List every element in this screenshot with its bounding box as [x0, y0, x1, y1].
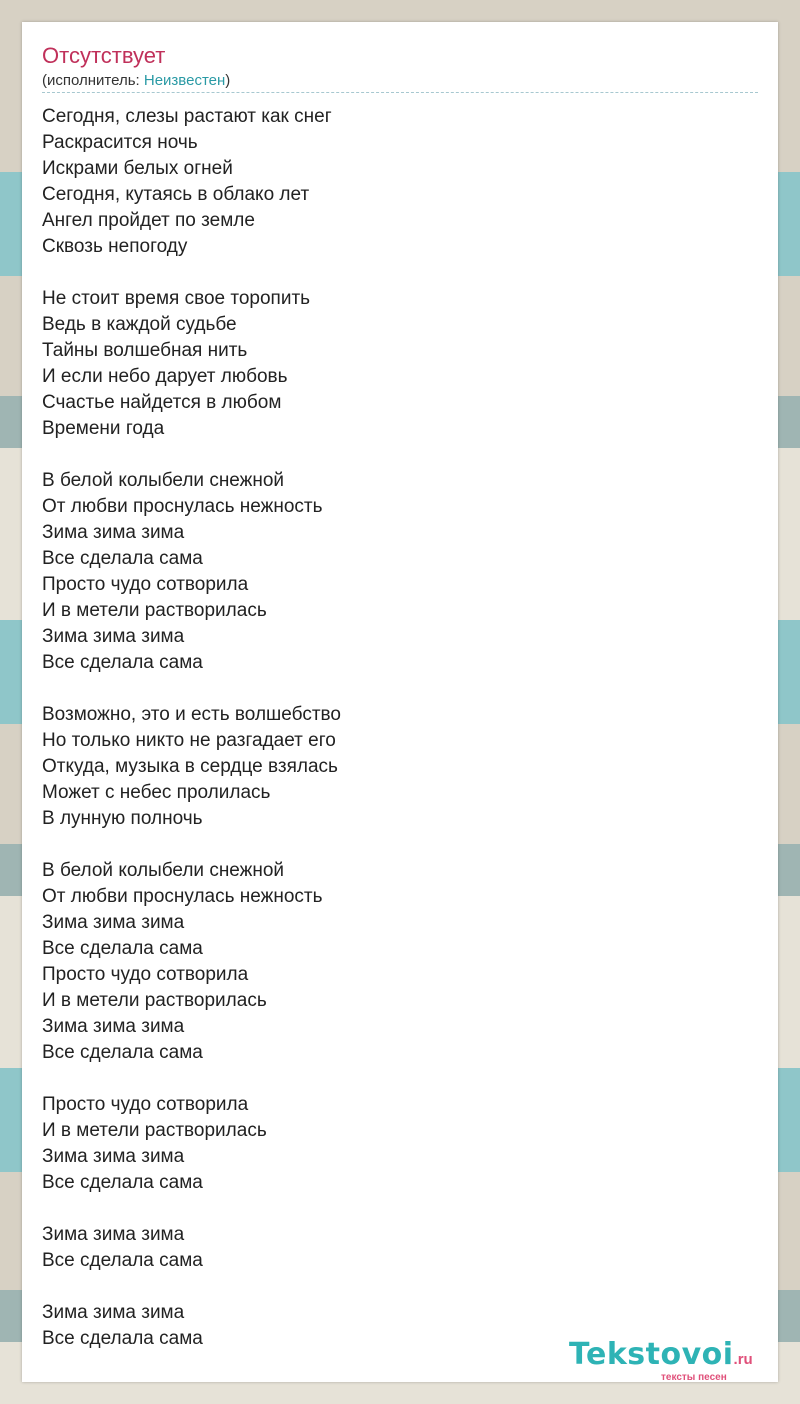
lyrics-line: Сегодня, кутаясь в облако лет — [42, 184, 310, 205]
lyrics-line: Может с небес пролилась — [42, 782, 271, 803]
artist-line — [42, 70, 758, 92]
lyrics-stanza — [42, 702, 758, 832]
lyrics-line: Зима зима зима — [42, 912, 185, 933]
lyrics-text — [42, 104, 758, 1352]
lyrics-line: В белой колыбели снежной — [42, 860, 285, 881]
lyrics-stanza — [42, 468, 758, 676]
lyrics-line: Откуда, музыка в сердце взялась — [42, 756, 338, 777]
lyrics-line: И в метели растворилась — [42, 1120, 267, 1141]
lyrics-line: Зима зима зима — [42, 1224, 185, 1245]
lyrics-line: Все сделала сама — [42, 652, 203, 673]
lyrics-line: Все сделала сама — [42, 1328, 203, 1349]
lyrics-line: Времени года — [42, 418, 165, 439]
lyrics-line: Все сделала сама — [42, 938, 203, 959]
lyrics-line: Возможно, это и есть волшебство — [42, 704, 341, 725]
lyrics-line: Но только никто не разгадает его — [42, 730, 336, 751]
lyrics-line: Счастье найдется в любом — [42, 392, 282, 413]
lyrics-stanza — [42, 858, 758, 1066]
logo-wordmark: Tekstovoi — [569, 1337, 734, 1372]
lyrics-line: Зима зима зима — [42, 626, 185, 647]
lyrics-line: Просто чудо сотворила — [42, 964, 249, 985]
lyrics-line: Все сделала сама — [42, 1172, 203, 1193]
lyrics-line: В лунную полночь — [42, 808, 203, 829]
lyrics-line: Сегодня, слезы растают как снег — [42, 106, 332, 127]
lyrics-line: Зима зима зима — [42, 1302, 185, 1323]
song-header — [42, 42, 758, 92]
lyrics-stanza — [42, 104, 758, 260]
logo-domain-suffix: .ru — [733, 1351, 753, 1368]
header-divider — [42, 92, 758, 93]
site-logo[interactable] — [569, 1339, 779, 1383]
lyrics-stanza — [42, 1222, 758, 1274]
artist-label-open: (исполнитель: — [42, 72, 144, 89]
song-title: Отсутствует — [42, 43, 166, 68]
lyrics-line: Зима зима зима — [42, 1016, 185, 1037]
lyrics-line: Раскрасится ночь — [42, 132, 198, 153]
lyrics-line: Все сделала сама — [42, 1042, 203, 1063]
lyrics-line: Ангел пройдет по земле — [42, 210, 255, 231]
lyrics-line: Сквозь непогоду — [42, 236, 188, 257]
lyrics-line: Тайны волшебная нить — [42, 340, 248, 361]
lyrics-line: От любви проснулась нежность — [42, 886, 323, 907]
lyrics-line: Зима зима зима — [42, 1146, 185, 1167]
lyrics-line: Зима зима зима — [42, 522, 185, 543]
lyrics-line: И если небо дарует любовь — [42, 366, 288, 387]
lyrics-line: И в метели растворилась — [42, 990, 267, 1011]
lyrics-line: Просто чудо сотворила — [42, 1094, 249, 1115]
lyrics-card — [22, 22, 778, 1382]
lyrics-line: Ведь в каждой судьбе — [42, 314, 237, 335]
lyrics-line: Все сделала сама — [42, 1250, 203, 1271]
artist-link[interactable]: Неизвестен — [143, 72, 226, 89]
lyrics-line: Просто чудо сотворила — [42, 574, 249, 595]
lyrics-line: Не стоит время свое торопить — [42, 288, 311, 309]
lyrics-line: И в метели растворилась — [42, 600, 267, 621]
lyrics-line: От любви проснулась нежность — [42, 496, 323, 517]
lyrics-line: В белой колыбели снежной — [42, 470, 285, 491]
lyrics-line: Искрами белых огней — [42, 158, 233, 179]
artist-label-close: ) — [225, 72, 231, 89]
lyrics-line: Все сделала сама — [42, 548, 203, 569]
lyrics-stanza — [42, 286, 758, 442]
lyrics-stanza — [42, 1092, 758, 1196]
logo-tagline: тексты песен — [661, 1372, 727, 1383]
